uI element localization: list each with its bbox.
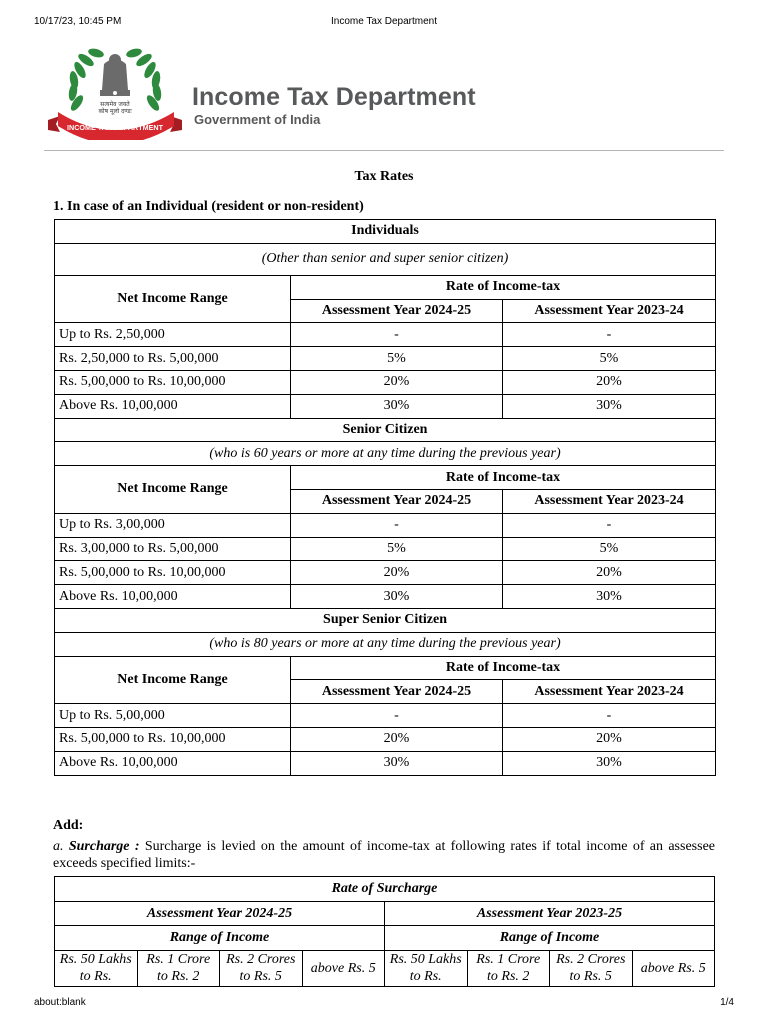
income-range-cell: Rs. 5,00,000 to Rs. 10,00,000 [55,370,291,394]
col-header-ay2: Assessment Year 2023-24 [503,680,716,704]
surcharge-col: above Rs. 5 [302,950,385,986]
surcharge-text: Surcharge is levied on the amount of income-tax at following rates if total income of an assessee exceeds specified limits:- [53,839,715,871]
rate-ay2-cell: 5% [503,347,716,371]
print-page-title: Income Tax Department [331,16,437,27]
table-row [55,323,716,347]
table-row [55,394,716,418]
surcharge-paragraph [53,838,715,872]
group-name: Senior Citizen [55,418,716,442]
col-header-ay2: Assessment Year 2023-24 [503,489,716,513]
col-header-range: Net Income Range [55,466,291,514]
rate-ay1-cell: 20% [291,561,503,585]
col-header-rate: Rate of Income-tax [291,466,716,490]
site-header [46,40,726,144]
header-row [55,656,716,680]
col-header-range: Net Income Range [55,275,291,323]
surcharge-col: Rs. 1 Crore to Rs. 2 [137,950,220,986]
surcharge-col: Rs. 2 Crores to Rs. 5 [220,950,303,986]
income-range-cell: Rs. 5,00,000 to Rs. 10,00,000 [55,727,291,751]
group-name-row [55,220,716,244]
surcharge-ay2: Assessment Year 2023-25 [385,901,715,926]
table-row [55,537,716,561]
group-name-row [55,608,716,632]
col-header-rate: Rate of Income-tax [291,656,716,680]
print-footer [0,997,768,1011]
surcharge-range-label: Range of Income [385,926,715,951]
rate-ay2-cell: - [503,323,716,347]
table-row [55,704,716,728]
income-range-cell: Rs. 3,00,000 to Rs. 5,00,000 [55,537,291,561]
group-note: (Other than senior and super senior citizen) [55,243,716,275]
income-range-cell: Up to Rs. 5,00,000 [55,704,291,728]
income-range-cell: Above Rs. 10,00,000 [55,585,291,609]
individual-tax-rates-table [54,219,716,776]
income-range-cell: Up to Rs. 2,50,000 [55,323,291,347]
rate-ay2-cell: 20% [503,370,716,394]
rate-ay1-cell: - [291,323,503,347]
brand-title: Income Tax Department [192,83,476,111]
table-row [55,751,716,775]
page-title: Tax Rates [354,169,414,184]
rate-ay1-cell: 5% [291,537,503,561]
income-range-cell: Above Rs. 10,00,000 [55,751,291,775]
surcharge-range-label: Range of Income [55,926,385,951]
group-note-row [55,632,716,656]
surcharge-term: Surcharge : [68,839,140,854]
header-row [55,466,716,490]
col-header-ay1: Assessment Year 2024-25 [291,489,503,513]
surcharge-col: Rs. 50 Lakhs to Rs. [385,950,468,986]
print-page-number: 1/4 [720,997,734,1008]
table-row [55,370,716,394]
add-label: Add: [53,818,84,833]
group-note: (who is 80 years or more at any time during the previous year) [55,632,716,656]
emblem-footer-motto: कोष मूलो दण्डः [98,108,132,115]
rate-ay1-cell: 20% [291,727,503,751]
table-row [55,347,716,371]
rate-ay1-cell: 30% [291,394,503,418]
rate-ay2-cell: 20% [503,561,716,585]
surcharge-col: Rs. 2 Crores to Rs. 5 [550,950,633,986]
group-name: Super Senior Citizen [55,608,716,632]
col-header-ay2: Assessment Year 2023-24 [503,299,716,323]
header-row [55,275,716,299]
surcharge-col: Rs. 50 Lakhs to Rs. [55,950,138,986]
rate-ay1-cell: - [291,704,503,728]
income-range-cell: Up to Rs. 3,00,000 [55,513,291,537]
income-range-cell: Above Rs. 10,00,000 [55,394,291,418]
print-url: about:blank [34,997,86,1008]
surcharge-prefix: a. [53,839,69,854]
income-tax-logo [46,40,192,140]
rate-ay2-cell: - [503,704,716,728]
rate-ay2-cell: 20% [503,727,716,751]
group-name-row [55,418,716,442]
surcharge-col: above Rs. 5 [632,950,715,986]
col-header-rate: Rate of Income-tax [291,275,716,299]
rate-ay1-cell: 5% [291,347,503,371]
rate-ay2-cell: 5% [503,537,716,561]
rate-ay2-cell: 30% [503,394,716,418]
table-row [55,585,716,609]
rate-ay1-cell: 20% [291,370,503,394]
income-range-cell: Rs. 5,00,000 to Rs. 10,00,000 [55,561,291,585]
rate-ay1-cell: - [291,513,503,537]
group-note-row [55,243,716,275]
table-row [55,727,716,751]
col-header-ay1: Assessment Year 2024-25 [291,299,503,323]
section-heading: 1. In case of an Individual (resident or non-resident) [53,199,364,214]
group-note: (who is 60 years or more at any time during the previous year) [55,442,716,466]
rate-ay2-cell: 30% [503,585,716,609]
rate-ay2-cell: 30% [503,751,716,775]
surcharge-rate-table [54,876,715,987]
rate-ay1-cell: 30% [291,751,503,775]
table-row [55,561,716,585]
department-ribbon [48,112,182,140]
group-note-row [55,442,716,466]
header-divider [44,150,724,151]
col-header-range: Net Income Range [55,656,291,704]
rate-ay1-cell: 30% [291,585,503,609]
rate-ay2-cell: - [503,513,716,537]
print-header [0,16,768,30]
surcharge-ay1: Assessment Year 2024-25 [55,901,385,926]
print-datetime: 10/17/23, 10:45 PM [34,16,122,27]
emblem-motto: सत्यमेव जयते [100,101,130,108]
brand-subtitle: Government of India [194,112,321,127]
ribbon-text: INCOME TAX DEPARTMENT [67,123,163,132]
surcharge-col: Rs. 1 Crore to Rs. 2 [467,950,550,986]
national-emblem-icon [100,54,130,96]
surcharge-title: Rate of Surcharge [55,877,715,902]
income-range-cell: Rs. 2,50,000 to Rs. 5,00,000 [55,347,291,371]
table-row [55,513,716,537]
col-header-ay1: Assessment Year 2024-25 [291,680,503,704]
group-name: Individuals [55,220,716,244]
